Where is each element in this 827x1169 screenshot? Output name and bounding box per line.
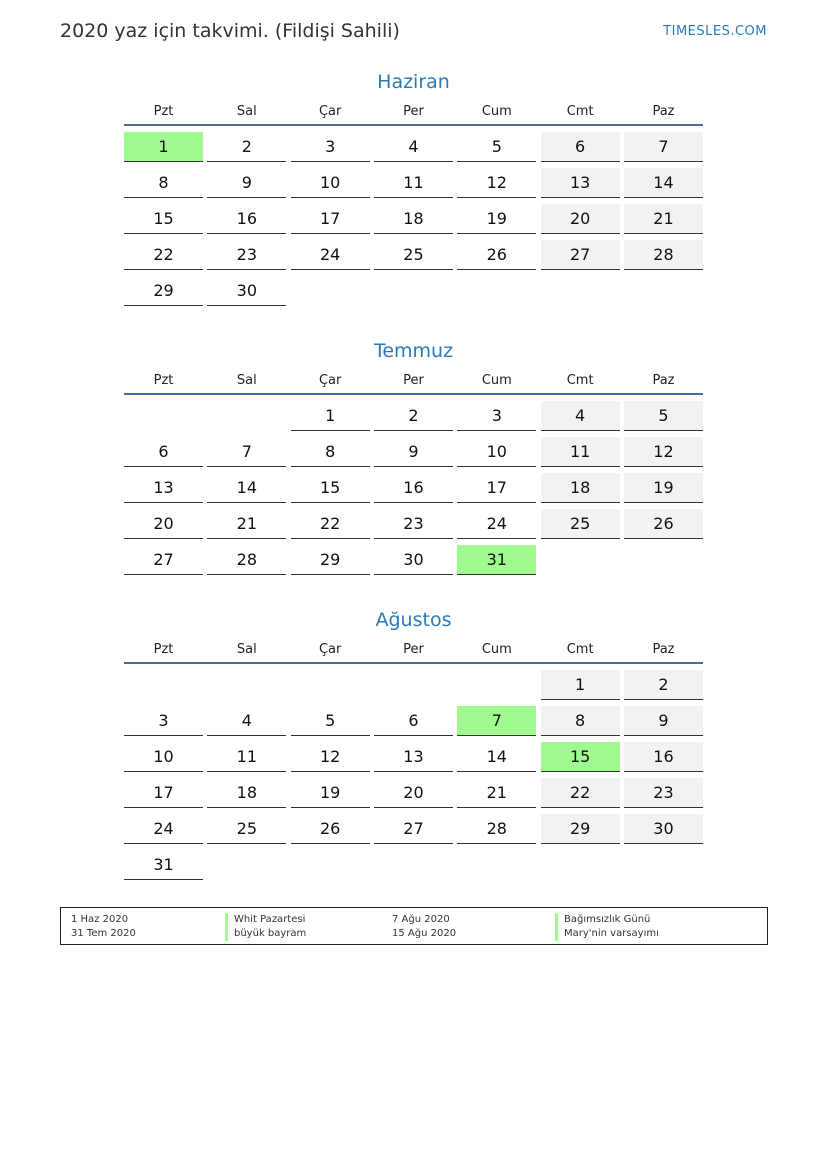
day-cell: 24: [291, 240, 370, 270]
weekend-day-cell: 7: [624, 132, 703, 162]
holiday-legend: [60, 907, 768, 945]
day-cell: 12: [291, 742, 370, 772]
day-cell: 21: [207, 509, 286, 539]
empty-day-cell: [374, 670, 453, 700]
legend-date: 15 Ağu 2020: [392, 928, 457, 939]
empty-day-cell: [457, 670, 536, 700]
day-cell: 8: [124, 168, 203, 198]
weekend-day-cell: 16: [624, 742, 703, 772]
empty-day-cell: [207, 670, 286, 700]
day-cell: 4: [207, 706, 286, 736]
weekday-label: Pzt: [153, 642, 174, 657]
holiday-day-cell: 7: [457, 706, 536, 736]
day-cell: 3: [124, 706, 203, 736]
month-title: Ağustos: [375, 609, 452, 631]
day-cell: 13: [124, 473, 203, 503]
legend-dates-2: [392, 913, 456, 941]
day-cell: 25: [207, 814, 286, 844]
day-cell: 7: [207, 437, 286, 467]
weekday-label: Cmt: [566, 642, 594, 657]
day-cell: 3: [291, 132, 370, 162]
day-cell: 28: [457, 814, 536, 844]
weekend-day-cell: 6: [541, 132, 620, 162]
legend-holiday-name: Mary'nin varsayımı: [555, 927, 659, 941]
weekend-day-cell: 30: [624, 814, 703, 844]
brand-link[interactable]: TIMESLES.COM: [663, 24, 767, 39]
weekday-label: Pzt: [153, 373, 174, 388]
weekday-header: [124, 642, 703, 664]
weekend-day-cell: 23: [624, 778, 703, 808]
holiday-day-cell: 1: [124, 132, 203, 162]
day-cell: 2: [374, 401, 453, 431]
day-cell: 24: [124, 814, 203, 844]
weekend-day-cell: 25: [541, 509, 620, 539]
day-cell: 20: [374, 778, 453, 808]
weekend-day-cell: 21: [624, 204, 703, 234]
day-cell: 6: [124, 437, 203, 467]
empty-day-cell: [124, 670, 203, 700]
weekday-label: Paz: [652, 642, 675, 657]
day-cell: 17: [124, 778, 203, 808]
day-cell: 23: [374, 509, 453, 539]
weekday-label: Per: [403, 373, 424, 388]
day-cell: 28: [207, 545, 286, 575]
page-title: 2020 yaz için takvimi. (Fildişi Sahili): [60, 20, 400, 42]
month-calendar-july: [124, 337, 703, 581]
day-cell: 10: [457, 437, 536, 467]
weekday-label: Çar: [318, 373, 342, 388]
weekday-label: Cum: [481, 373, 512, 388]
day-cell: 20: [124, 509, 203, 539]
day-cell: 11: [207, 742, 286, 772]
day-cell: 1: [291, 401, 370, 431]
empty-day-cell: [124, 401, 203, 431]
legend-holiday-name: büyük bayram: [225, 927, 306, 941]
day-cell: 17: [457, 473, 536, 503]
month-title: Temmuz: [373, 340, 454, 362]
day-cell: 2: [207, 132, 286, 162]
day-cell: 14: [207, 473, 286, 503]
weekend-day-cell: 28: [624, 240, 703, 270]
day-cell: 29: [291, 545, 370, 575]
day-cell: 11: [374, 168, 453, 198]
day-cell: 19: [291, 778, 370, 808]
day-cell: 18: [374, 204, 453, 234]
month-title: Haziran: [377, 71, 450, 93]
weekend-day-cell: 18: [541, 473, 620, 503]
weekend-day-cell: 20: [541, 204, 620, 234]
day-cell: 23: [207, 240, 286, 270]
legend-names-2: [555, 913, 659, 941]
legend-date: 31 Tem 2020: [71, 928, 136, 939]
day-cell: 19: [457, 204, 536, 234]
weekday-label: Per: [403, 104, 424, 119]
weekday-label: Cmt: [566, 104, 594, 119]
day-cell: 9: [374, 437, 453, 467]
weekend-day-cell: 12: [624, 437, 703, 467]
legend-date: 1 Haz 2020: [71, 914, 129, 925]
weekday-label: Paz: [652, 373, 675, 388]
weekday-label: Cum: [481, 104, 512, 119]
weekend-day-cell: 26: [624, 509, 703, 539]
holiday-day-cell: 15: [541, 742, 620, 772]
weekday-label: Cum: [481, 642, 512, 657]
legend-holiday-name: Bağımsızlık Günü: [555, 913, 659, 927]
weekday-header: [124, 104, 703, 126]
day-cell: 27: [124, 545, 203, 575]
day-cell: 4: [374, 132, 453, 162]
weekend-day-cell: 2: [624, 670, 703, 700]
weekend-day-cell: 29: [541, 814, 620, 844]
weekend-day-cell: 5: [624, 401, 703, 431]
weekend-day-cell: 22: [541, 778, 620, 808]
day-cell: 12: [457, 168, 536, 198]
weekend-day-cell: 27: [541, 240, 620, 270]
day-cell: 6: [374, 706, 453, 736]
day-cell: 22: [124, 240, 203, 270]
day-cell: 29: [124, 276, 203, 306]
day-cell: 3: [457, 401, 536, 431]
day-cell: 24: [457, 509, 536, 539]
day-cell: 17: [291, 204, 370, 234]
weekday-label: Pzt: [153, 104, 174, 119]
weekday-label: Per: [403, 642, 424, 657]
day-cell: 26: [291, 814, 370, 844]
day-cell: 26: [457, 240, 536, 270]
month-calendar-june: [124, 68, 703, 312]
weekend-day-cell: 8: [541, 706, 620, 736]
legend-dates-1: [71, 913, 136, 941]
weekday-label: Cmt: [566, 373, 594, 388]
weekday-label: Paz: [652, 104, 675, 119]
day-cell: 30: [374, 545, 453, 575]
month-calendar-august: [124, 606, 703, 886]
day-grid: [124, 401, 703, 581]
day-cell: 31: [124, 850, 203, 880]
empty-day-cell: [207, 401, 286, 431]
holiday-day-cell: 31: [457, 545, 536, 575]
legend-holiday-name: Whit Pazartesi: [225, 913, 306, 927]
weekday-label: Çar: [318, 642, 342, 657]
weekend-day-cell: 9: [624, 706, 703, 736]
empty-day-cell: [291, 670, 370, 700]
day-cell: 10: [124, 742, 203, 772]
day-cell: 15: [124, 204, 203, 234]
day-grid: [124, 132, 703, 312]
day-grid: [124, 670, 703, 886]
day-cell: 5: [291, 706, 370, 736]
legend-date: 7 Ağu 2020: [392, 914, 450, 925]
day-cell: 15: [291, 473, 370, 503]
day-cell: 21: [457, 778, 536, 808]
day-cell: 18: [207, 778, 286, 808]
legend-names-1: [225, 913, 306, 941]
day-cell: 8: [291, 437, 370, 467]
weekend-day-cell: 19: [624, 473, 703, 503]
weekend-day-cell: 14: [624, 168, 703, 198]
day-cell: 27: [374, 814, 453, 844]
weekday-label: Sal: [236, 642, 257, 657]
day-cell: 30: [207, 276, 286, 306]
day-cell: 14: [457, 742, 536, 772]
day-cell: 16: [207, 204, 286, 234]
day-cell: 5: [457, 132, 536, 162]
weekend-day-cell: 4: [541, 401, 620, 431]
day-cell: 9: [207, 168, 286, 198]
day-cell: 16: [374, 473, 453, 503]
weekday-label: Sal: [236, 104, 257, 119]
weekday-label: Çar: [318, 104, 342, 119]
weekday-label: Sal: [236, 373, 257, 388]
day-cell: 25: [374, 240, 453, 270]
day-cell: 10: [291, 168, 370, 198]
weekend-day-cell: 13: [541, 168, 620, 198]
weekend-day-cell: 11: [541, 437, 620, 467]
day-cell: 22: [291, 509, 370, 539]
weekday-header: [124, 373, 703, 395]
weekend-day-cell: 1: [541, 670, 620, 700]
day-cell: 13: [374, 742, 453, 772]
